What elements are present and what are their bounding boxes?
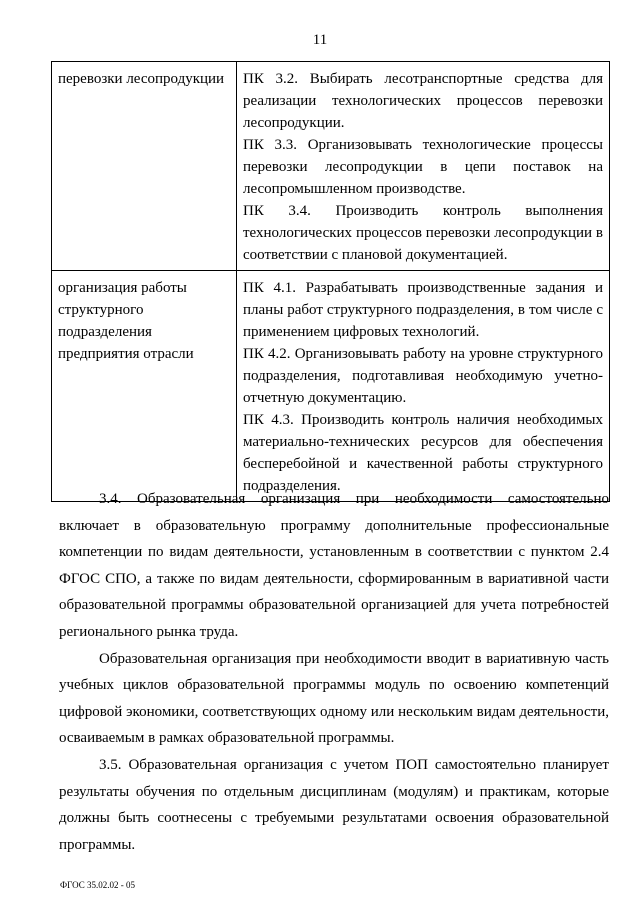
page-number: 11: [312, 32, 328, 48]
paragraph-3-5: 3.5. Образовательная организация с учетом ПОП самостоятельно планирует результаты обучения по отдельным дисциплинам (модулям) и практикам, которые должны быть соотнесены с требуемыми результатами освоения образовательной программы.: [59, 756, 609, 853]
competency-item: ПК 3.4. Производить контроль выполнения технологических процессов перевозки лесопродукции в соответствии с плановой документацией.: [243, 203, 603, 263]
competency-item: ПК 4.3. Производить контроль наличия необходимых материально-технических ресурсов для обеспечения бесперебойной и качественной работы структурного подразделения.: [243, 412, 603, 494]
table-row: [52, 271, 610, 502]
competency-item: ПК 3.3. Организовывать технологические процессы перевозки лесопродукции в цепи поставок на лесопромышленном производстве.: [243, 137, 603, 197]
paragraph-3-4: 3.4. Образовательная организация при необходимости самостоятельно включает в образовательную программу дополнительные профессиональные компетенции по видам деятельности, установленным в соответствии с пунктом 2.4 ФГОС СПО, а также по видам деятельности, сформированным в вариативной части образовательной программы образовательной организацией для учета потребностей регионального рынка труда.: [59, 491, 609, 640]
table-row: [52, 62, 610, 271]
competencies-table: [51, 61, 610, 502]
body-text: [59, 486, 609, 858]
paragraph-digital-module: Образовательная организация при необходимости вводит в вариативную часть учебных циклов образовательной программы модуль по освоению компетенций цифровой экономики, соответствующих одному или нескольким видам деятельности, осваиваемым в рамках образовательной программы.: [59, 650, 609, 747]
competencies-cell: [237, 271, 610, 502]
activity-cell: перевозки лесопродукции: [52, 62, 237, 271]
competency-item: ПК 4.2. Организовывать работу на уровне структурного подразделения, подготавливая необходимую учетно-отчетную документацию.: [243, 346, 603, 406]
activity-cell: организация работы структурного подразделения предприятия отрасли: [52, 271, 237, 502]
competency-item: ПК 3.2. Выбирать лесотранспортные средства для реализации технологических процессов перевозки лесопродукции.: [243, 71, 603, 131]
footer-document-code: ФГОС 35.02.02 - 05: [60, 880, 135, 890]
competency-item: ПК 4.1. Разрабатывать производственные задания и планы работ структурного подразделения, в том числе с применением цифровых технологий.: [243, 280, 603, 340]
competencies-cell: [237, 62, 610, 271]
